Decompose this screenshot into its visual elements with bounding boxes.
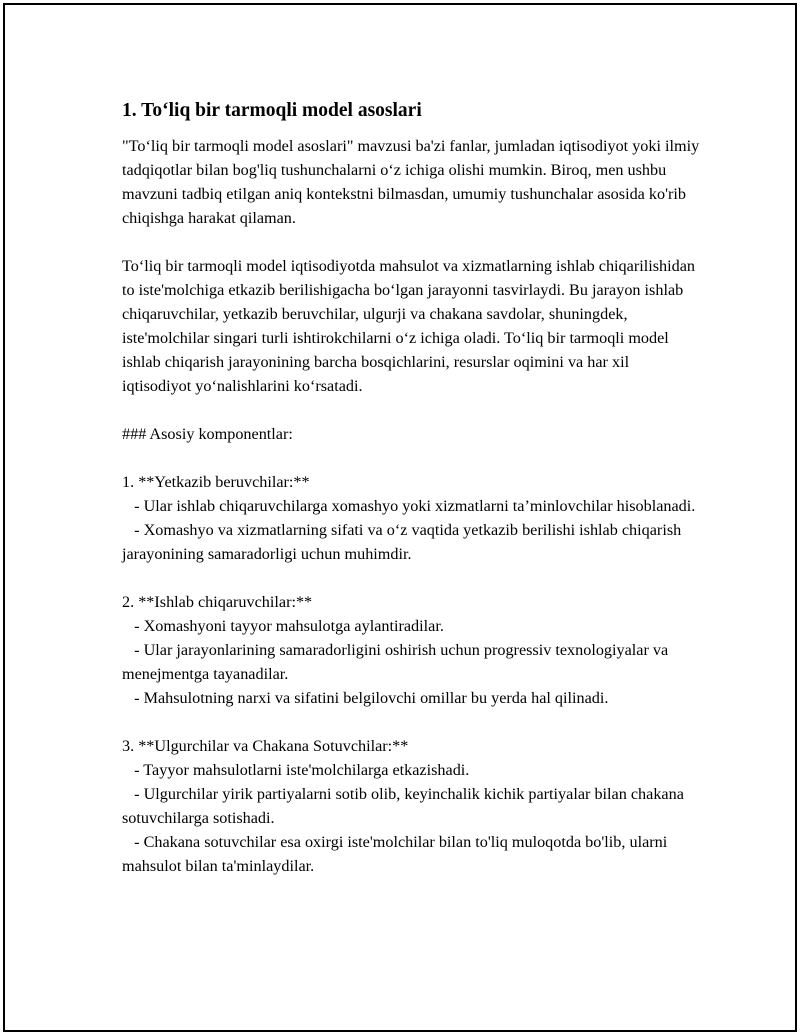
section-bullet: - Ular ishlab chiqaruvchilarga xomashyo yoki xizmatlarni ta’minlovchilar hisoblanadi.	[122, 497, 696, 515]
section-producers	[122, 590, 702, 710]
section-suppliers	[122, 470, 702, 566]
paragraph-gap	[122, 446, 702, 470]
section-bullet: - Xomashyoni tayyor mahsulotga aylantiradilar.	[122, 617, 444, 635]
description-paragraph: To‘liq bir tarmoqli model iqtisodiyotda mahsulot va xizmatlarning ishlab chiqarilishidan to iste'molchiga etkazib berilishigacha bo‘lgan jarayonni tasvirlaydi. Bu jarayon ishlab chiqaruvchilar, yetkazib beruvchilar, ulgurji va chakana savdolar, shuningdek, iste'molchilar singari turli ishtirokchilarni o‘z ichiga oladi. To‘liq bir tarmoqli model ishlab chiqarish jarayonining barcha bosqichlarini, resurslar oqimini va har xil iqtisodiyot yo‘nalishlarini ko‘rsatadi.	[122, 257, 695, 395]
section-bullet: - Xomashyo va xizmatlarning sifati va o‘z vaqtida yetkazib berilishi ishlab chiqarish jarayonining samaradorligi uchun muhimdir.	[122, 521, 686, 563]
paragraph-gap	[122, 398, 702, 422]
section-heading: 2. **Ishlab chiqaruvchilar:**	[122, 593, 313, 611]
section-bullet: - Tayyor mahsulotlarni iste'molchilarga etkazishadi.	[122, 761, 470, 779]
paragraph-gap	[122, 230, 702, 254]
components-heading: ### Asosiy komponentlar:	[122, 425, 293, 443]
section-bullet: - Ular jarayonlarining samaradorligini oshirish uchun progressiv texnologiyalar va menejmentga tayanadilar.	[122, 641, 673, 683]
paragraph-gap	[122, 710, 702, 734]
document-title: 1. To‘liq bir tarmoqli model asoslari	[122, 100, 422, 121]
section-heading: 3. **Ulgurchilar va Chakana Sotuvchilar:**	[122, 737, 409, 755]
paragraph-gap	[122, 566, 702, 590]
section-heading: 1. **Yetkazib beruvchilar:**	[122, 473, 310, 491]
section-bullet: - Chakana sotuvchilar esa oxirgi iste'molchilar bilan to'liq muloqotda bo'lib, ularni mahsulot bilan ta'minlaydilar.	[122, 833, 672, 875]
document-body	[122, 99, 702, 878]
section-wholesalers-retailers	[122, 734, 702, 878]
section-bullet: - Mahsulotning narxi va sifatini belgilovchi omillar bu yerda hal qilinadi.	[122, 689, 609, 707]
section-bullet: - Ulgurchilar yirik partiyalarni sotib olib, keyinchalik kichik partiyalar bilan chakana sotuvchilarga sotishadi.	[122, 785, 688, 827]
page-frame	[3, 3, 797, 1032]
intro-paragraph: "To‘liq bir tarmoqli model asoslari" mavzusi ba'zi fanlar, jumladan iqtisodiyot yoki ilmiy tadqiqotlar bilan bog'liq tushunchalarni o‘z ichiga olishi mumkin. Biroq, men ushbu mavzuni tadbiq etilgan aniq kontekstni bilmasdan, umumiy tushunchalar asosida ko'rib chiqishga harakat qilaman.	[122, 137, 700, 227]
